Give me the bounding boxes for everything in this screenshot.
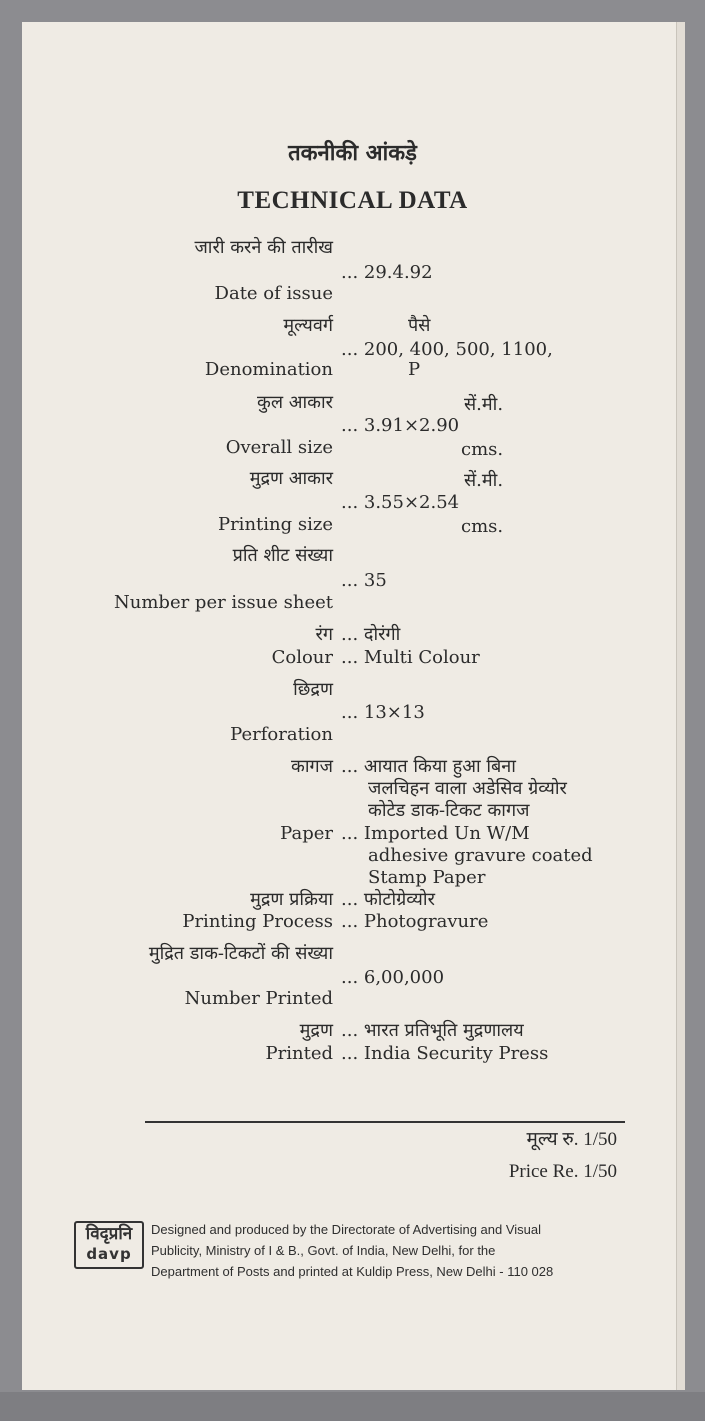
background: [0, 1392, 705, 1421]
overall-size-label-en: Overall size: [225, 437, 333, 458]
printing-process-label-en: Printing Process: [182, 911, 333, 932]
denomination-unit-hi: पैसे: [408, 315, 431, 336]
printing-process-value-hi: ... फोटोग्रेव्योर: [341, 889, 435, 910]
denomination-label-hi: मूल्यवर्ग: [283, 315, 333, 336]
paper-value-en-2: adhesive gravure coated: [368, 845, 593, 866]
printing-size-label-en: Printing size: [217, 514, 333, 535]
colour-label-en: Colour: [271, 647, 333, 668]
perforation-label-hi: छिद्रण: [293, 679, 333, 700]
number-per-sheet-value: ... 35: [341, 570, 387, 591]
footer-line-1: Designed and produced by the Directorate of Advertising and Visual: [151, 1222, 542, 1237]
perforation-label-en: Perforation: [230, 724, 333, 745]
davp-logo-hindi: विदृप्रनि: [85, 1224, 133, 1244]
number-per-sheet-label-hi: प्रति शीट संख्या: [232, 545, 333, 566]
price-hindi: मूल्य रु. 1/50: [526, 1129, 617, 1150]
colour-value-en: ... Multi Colour: [341, 647, 480, 668]
colour-value-hi: ... दोरंगी: [341, 624, 401, 645]
overall-size-unit-en: cms.: [461, 439, 504, 460]
printed-value-hi: ... भारत प्रतिभूति मुद्रणालय: [341, 1020, 524, 1041]
perforation-value: ... 13×13: [341, 702, 425, 723]
number-printed-label-hi: मुद्रित डाक-टिकटों की संख्या: [148, 943, 333, 964]
divider: [145, 1121, 625, 1123]
price-english: Price Re. 1/50: [508, 1161, 617, 1182]
footer-line-2: Publicity, Ministry of I & B., Govt. of India, New Delhi, for the: [151, 1243, 496, 1258]
paper-value-hi-3: कोटेड डाक-टिकट कागज: [368, 800, 530, 821]
printing-size-value: ... 3.55×2.54: [341, 492, 460, 513]
denomination-value: ... 200, 400, 500, 1100,: [341, 339, 553, 360]
denomination-unit-en: P: [408, 359, 421, 380]
printing-size-label-hi: मुद्रण आकार: [249, 468, 333, 489]
title-hindi: तकनीकी आंकड़े: [288, 140, 417, 166]
overall-size-unit-hi: सें.मी.: [464, 394, 504, 415]
number-printed-label-en: Number Printed: [184, 988, 333, 1009]
paper-value-en-3: Stamp Paper: [368, 867, 486, 888]
printed-label-en: Printed: [265, 1043, 333, 1064]
paper-value-hi-1: ... आयात किया हुआ बिना: [341, 756, 516, 777]
number-printed-value: ... 6,00,000: [341, 967, 445, 988]
footer-line-3: Department of Posts and printed at Kuldip Press, New Delhi - 110 028: [151, 1264, 554, 1279]
date-issue-value: ... 29.4.92: [341, 262, 433, 283]
colour-label-hi: रंग: [315, 624, 333, 645]
date-issue-label-hi: जारी करने की तारीख: [194, 237, 333, 258]
date-issue-label-en: Date of issue: [214, 283, 333, 304]
number-per-sheet-label-en: Number per issue sheet: [114, 592, 333, 613]
overall-size-label-hi: कुल आकार: [257, 392, 333, 413]
printed-value-en: ... India Security Press: [341, 1043, 549, 1064]
davp-logo: [74, 1221, 144, 1269]
page-edge: [676, 22, 685, 1390]
paper-label-hi: कागज: [291, 756, 333, 777]
printing-size-unit-en: cms.: [461, 516, 504, 537]
paper-label-en: Paper: [280, 823, 333, 844]
davp-logo-english: davp: [86, 1245, 132, 1263]
printing-size-unit-hi: सें.मी.: [464, 470, 504, 491]
paper-value-hi-2: जलचिहन वाला अडेसिव ग्रेव्योर: [368, 778, 567, 799]
denomination-label-en: Denomination: [204, 359, 333, 380]
printed-label-hi: मुद्रण: [299, 1020, 333, 1041]
printing-process-value-en: ... Photogravure: [341, 911, 489, 932]
overall-size-value: ... 3.91×2.90: [341, 415, 460, 436]
printing-process-label-hi: मुद्रण प्रक्रिया: [250, 889, 333, 910]
title-english: TECHNICAL DATA: [237, 187, 468, 214]
paper-value-en-1: ... Imported Un W/M: [341, 823, 530, 844]
